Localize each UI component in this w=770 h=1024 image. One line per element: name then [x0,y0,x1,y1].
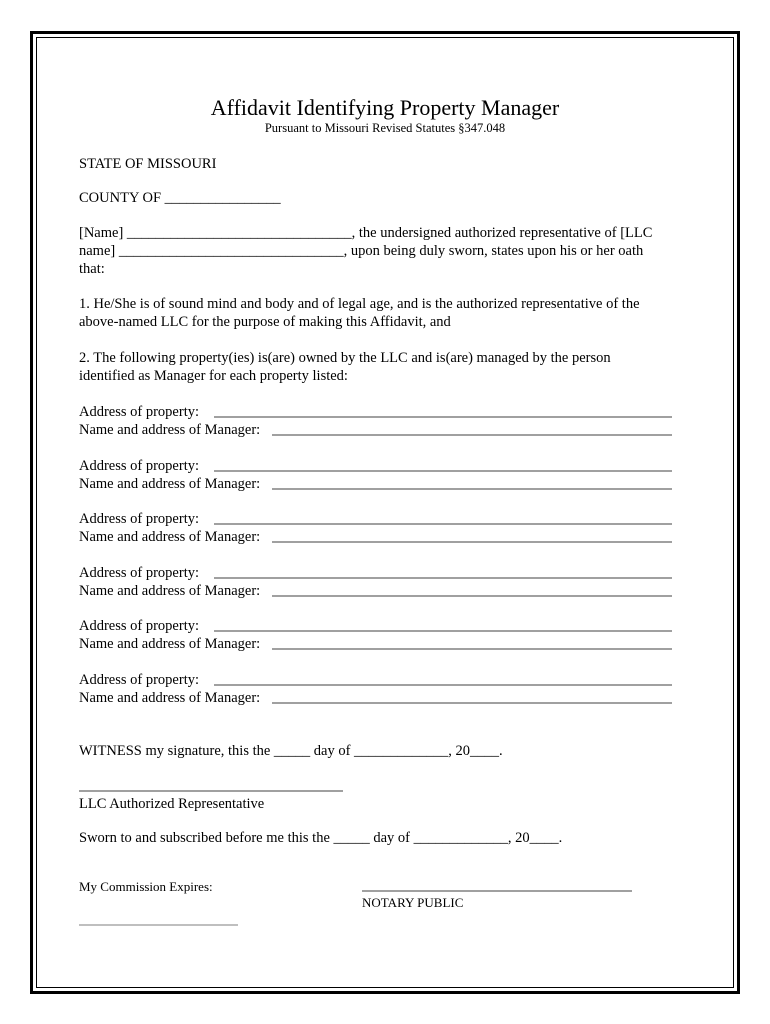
manager-label: Name and address of Manager: [79,636,261,652]
address-label: Address of property: [79,458,200,474]
manager-label: Name and address of Manager: [79,422,261,438]
document-title: Affidavit Identifying Property Manager [210,95,560,120]
commission-label: My Commission Expires: [79,879,213,894]
manager-label: Name and address of Manager: [79,690,261,706]
intro-line-3: that: [79,261,105,277]
address-label: Address of property: [79,565,200,581]
notary-label: NOTARY PUBLIC [362,895,464,910]
llc-rep-label: LLC Authorized Representative [79,796,265,812]
para1-line-2: above-named LLC for the purpose of making this Affidavit, and [79,314,451,330]
address-label: Address of property: [79,404,200,420]
intro-line-1: [Name] _______________________________, the undersigned authorized representative of [LLC [79,225,653,241]
address-label: Address of property: [79,511,200,527]
county-line: COUNTY OF ________________ [79,190,281,206]
manager-label: Name and address of Manager: [79,476,261,492]
witness-line: WITNESS my signature, this the _____ day of _____________, 20____. [79,743,503,759]
manager-label: Name and address of Manager: [79,529,261,545]
address-label: Address of property: [79,672,200,688]
intro-line-2: name] _______________________________, upon being duly sworn, states upon his or her oath [79,243,644,259]
para2-line-2: identified as Manager for each property listed: [79,368,348,384]
document-subtitle: Pursuant to Missouri Revised Statutes §347.048 [264,121,506,135]
state-line: STATE OF MISSOURI [79,156,217,172]
sworn-line: Sworn to and subscribed before me this the _____ day of _____________, 20____. [79,830,563,846]
para2-line-1: 2. The following property(ies) is(are) owned by the LLC and is(are) managed by the person [79,350,611,366]
address-label: Address of property: [79,618,200,634]
para1-line-1: 1. He/She is of sound mind and body and of legal age, and is the authorized representative of the [79,296,640,312]
manager-label: Name and address of Manager: [79,583,261,599]
